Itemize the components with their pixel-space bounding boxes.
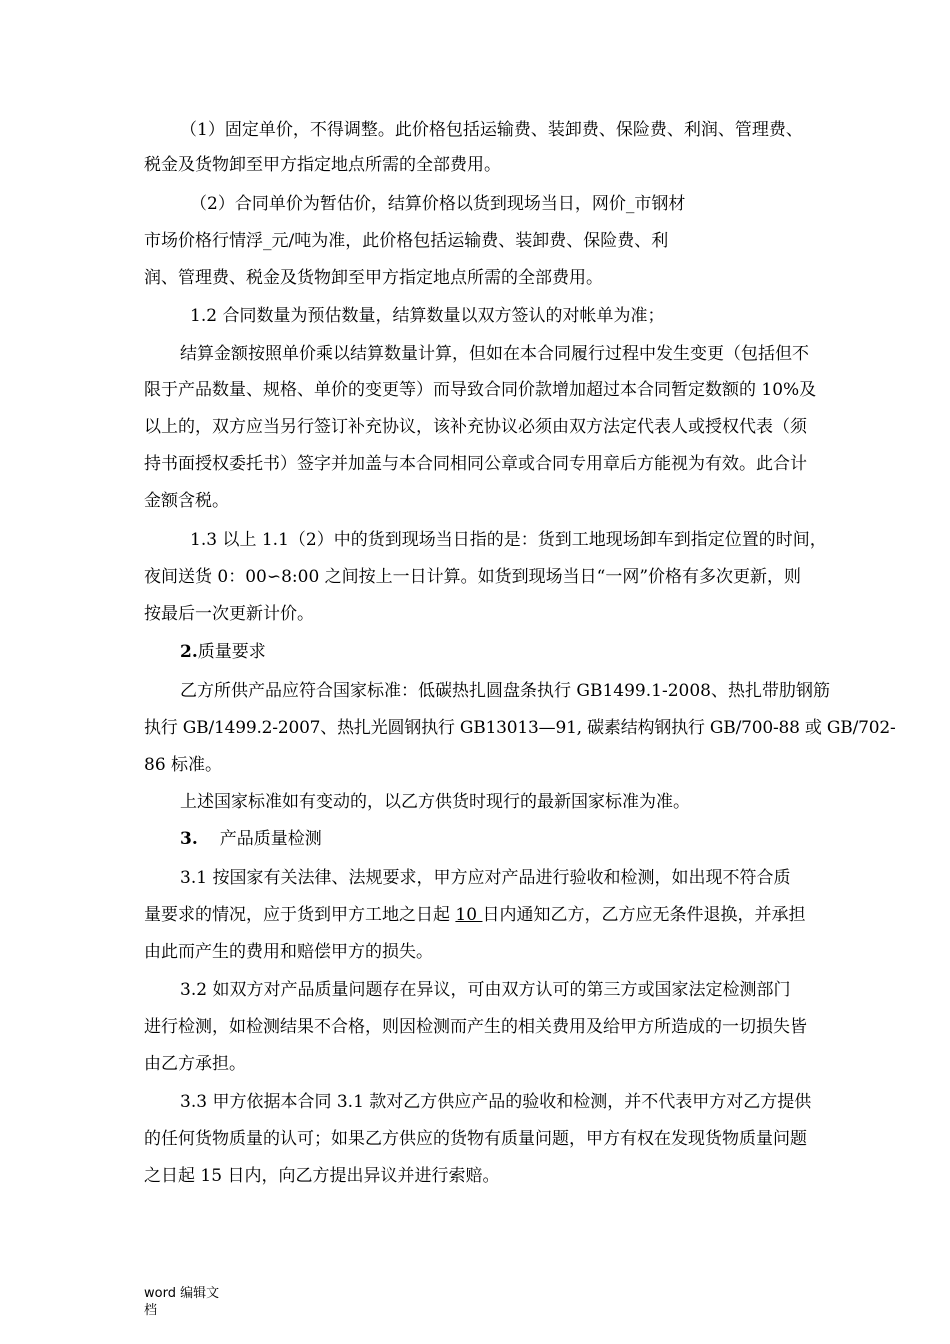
para-standards-line-2: 执行 GB/1499.2-2007、热扎光圆钢执行 GB13013—91, 碳素结构钢执行 GB/700-88 或 GB/702- bbox=[144, 718, 896, 738]
para-1-2: 1.2 合同数量为预估数量，结算数量以双方签认的对帐单为准； bbox=[190, 306, 665, 326]
para-standards-change: 上述国家标准如有变动的，以乙方供货时现行的最新国家标准为准。 bbox=[180, 792, 690, 812]
section-3-title: 产品质量检测 bbox=[219, 829, 322, 849]
para-3-1-line-2-text-a: 量要求的情况，应于货到甲方工地之日起 bbox=[144, 905, 456, 925]
section-3-heading bbox=[180, 828, 322, 850]
para-3-1-line-2-text-c: 日内通知乙方，乙方应无条件退换，并承担 bbox=[482, 905, 806, 925]
para-2-line-1: （2）合同单价为暂估价，结算价格以货到现场当日，网价_市钢材 bbox=[190, 194, 686, 214]
para-3-1-line-3: 由此而产生的费用和赔偿甲方的损失。 bbox=[144, 942, 433, 962]
para-1-line-1: （1）固定单价，不得调整。此价格包括运输费、装卸费、保险费、利润、管理费、 bbox=[180, 120, 803, 140]
para-1-line-2: 税金及货物卸至甲方指定地点所需的全部费用。 bbox=[144, 155, 501, 175]
para-2-line-3: 润、管理费、税金及货物卸至甲方指定地点所需的全部费用。 bbox=[144, 268, 603, 288]
para-3-2-line-3: 由乙方承担。 bbox=[144, 1054, 246, 1074]
section-2-number: 2. bbox=[180, 642, 198, 662]
para-standards-line-3: 86 标准。 bbox=[144, 755, 223, 775]
para-settlement-line-4: 持书面授权委托书）签字并加盖与本合同相同公章或合同专用章后方能视为有效。此合计 bbox=[144, 454, 807, 474]
para-2-line-2: 市场价格行情浮_元/吨为准，此价格包括运输费、装卸费、保险费、利 bbox=[144, 231, 669, 251]
para-standards-line-1: 乙方所供产品应符合国家标准：低碳热扎圆盘条执行 GB1499.1-2008、热扎带肋钢筋 bbox=[180, 681, 830, 701]
para-3-3-line-1: 3.3 甲方依据本合同 3.1 款对乙方供应产品的验收和检测，并不代表甲方对乙方提供 bbox=[180, 1092, 812, 1112]
para-3-1-line-1: 3.1 按国家有关法律、法规要求，甲方应对产品进行验收和检测，如出现不符合质 bbox=[180, 868, 791, 888]
para-settlement-line-1: 结算金额按照单价乘以结算数量计算，但如在本合同履行过程中发生变更（包括但不 bbox=[180, 344, 809, 364]
para-1-3-line-3: 按最后一次更新计价。 bbox=[144, 604, 314, 624]
para-1-3-line-1: 1.3 以上 1.1（2）中的货到现场当日指的是：货到工地现场卸车到指定位置的时间， bbox=[190, 530, 827, 550]
section-2-heading bbox=[180, 641, 266, 663]
notice-days-value: 10 bbox=[455, 905, 483, 925]
para-settlement-line-2: 限于产品数量、规格、单价的变更等）而导致合同价款增加超过本合同暂定数额的 10%及 bbox=[144, 380, 817, 400]
footer-line-2: 档 bbox=[144, 1303, 158, 1318]
para-3-2-line-1: 3.2 如双方对产品质量问题存在异议，可由双方认可的第三方或国家法定检测部门 bbox=[180, 980, 791, 1000]
para-3-2-line-2: 进行检测，如检测结果不合格，则因检测而产生的相关费用及给甲方所造成的一切损失皆 bbox=[144, 1017, 807, 1037]
para-settlement-line-3: 以上的，双方应当另行签订补充协议，该补充协议必须由双方法定代表人或授权代表（须 bbox=[144, 417, 807, 437]
para-3-3-line-3: 之日起 15 日内，向乙方提出异议并进行索赔。 bbox=[144, 1166, 500, 1186]
section-3-number: 3. bbox=[180, 829, 198, 849]
section-2-title: 质量要求 bbox=[197, 642, 266, 662]
para-1-3-line-2: 夜间送货 0：00∽8:00 之间按上一日计算。如货到现场当日“一网”价格有多次更新，则 bbox=[144, 567, 802, 587]
para-3-1-line-2 bbox=[144, 904, 805, 926]
para-3-3-line-2: 的任何货物质量的认可；如果乙方供应的货物有质量问题，甲方有权在发现货物质量问题 bbox=[144, 1129, 807, 1149]
footer-line-1: word 编辑文 bbox=[144, 1286, 220, 1301]
para-settlement-line-5: 金额含税。 bbox=[144, 491, 229, 511]
